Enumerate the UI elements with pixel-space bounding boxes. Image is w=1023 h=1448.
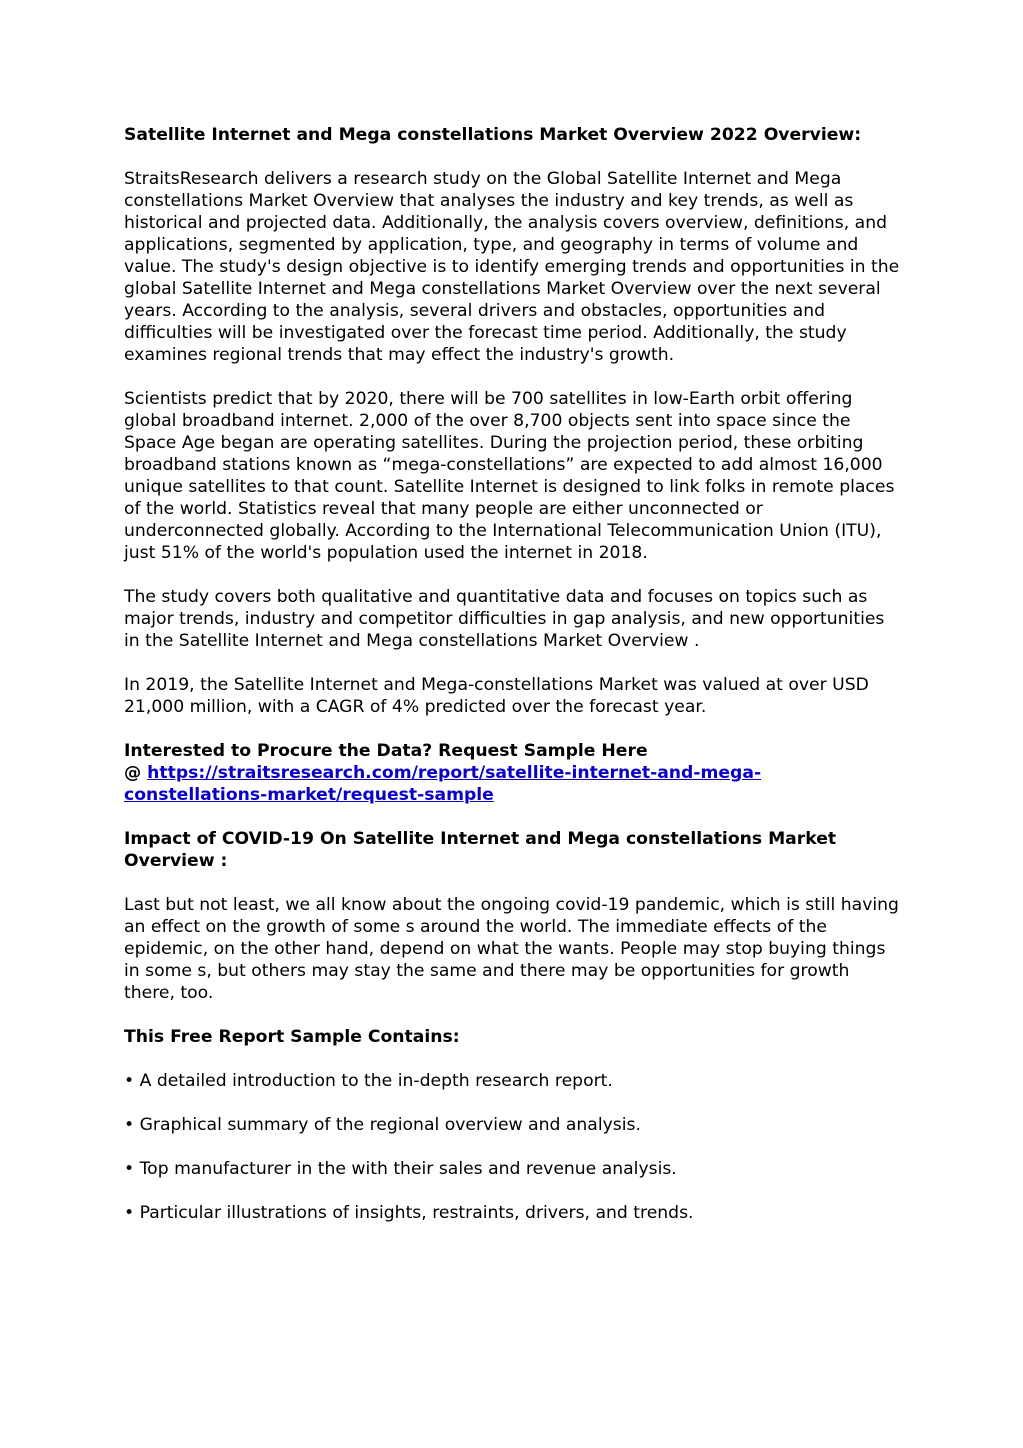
contains-heading: This Free Report Sample Contains: — [124, 1027, 460, 1047]
sample-at-sign: @ — [124, 763, 148, 783]
document-title: Satellite Internet and Mega constellations Market Overview 2022 Overview: — [124, 125, 862, 145]
study-paragraph: The study covers both qualitative and quantitative data and focuses on topics such as major trends, industry and competitor difficulties in gap analysis, and new opportunities in the Satellite Internet and Mega constellations Market Overview . — [124, 587, 885, 651]
list-item: • Top manufacturer in the with their sales and revenue analysis. — [124, 1159, 677, 1179]
list-item: • Particular illustrations of insights, restraints, drivers, and trends. — [124, 1203, 694, 1223]
covid-paragraph: Last but not least, we all know about the ongoing covid-19 pandemic, which is still having an effect on the growth of some s around the world. The immediate effects of the epidemic, on the other hand, depend on what the wants. People may stop buying things in some s, but others may stay the same and there may be opportunities for growth there, too. — [124, 895, 899, 1003]
list-item: • Graphical summary of the regional overview and analysis. — [124, 1115, 641, 1135]
satellites-paragraph: Scientists predict that by 2020, there will be 700 satellites in low-Earth orbit offering global broadband internet. 2,000 of the over 8,700 objects sent into space since the Space Age began are operating satellites. During the projection period, these orbiting broadband stations known as “mega-constellations” are expected to add almost 16,000 unique satellites to that count. Satellite Internet is designed to link folks in remote places of the world. Statistics reveal that many people are either unconnected or underconnected globally. According to the International Telecommunication Union (ITU), just 51% of the world's population used the internet in 2018. — [124, 389, 895, 563]
sample-request-heading — [124, 740, 904, 806]
covid-heading: Impact of COVID-19 On Satellite Internet and Mega constellations Market Overview : — [124, 829, 837, 871]
list-item: • A detailed introduction to the in-depth research report. — [124, 1071, 613, 1091]
sample-request-link[interactable]: https://straitsresearch.com/report/satellite-internet-and-mega-constellations-market/request-sample — [124, 763, 762, 805]
intro-paragraph: StraitsResearch delivers a research study on the Global Satellite Internet and Mega constellations Market Overview that analyses the industry and key trends, as well as historical and projected data. Additionally, the analysis covers overview, definitions, and applications, segmented by application, type, and geography in terms of volume and value. The study's design objective is to identify emerging trends and opportunities in the global Satellite Internet and Mega constellations Market Overview over the next several years. According to the analysis, several drivers and obstacles, opportunities and difficulties will be investigated over the forecast time period. Additionally, the study examines regional trends that may effect the industry's growth. — [124, 169, 900, 365]
market-value-paragraph: In 2019, the Satellite Internet and Mega-constellations Market was valued at over USD 21,000 million, with a CAGR of 4% predicted over the forecast year. — [124, 675, 869, 717]
sample-request-label: Interested to Procure the Data? Request Sample Here — [124, 741, 648, 761]
document-page — [124, 124, 904, 1224]
